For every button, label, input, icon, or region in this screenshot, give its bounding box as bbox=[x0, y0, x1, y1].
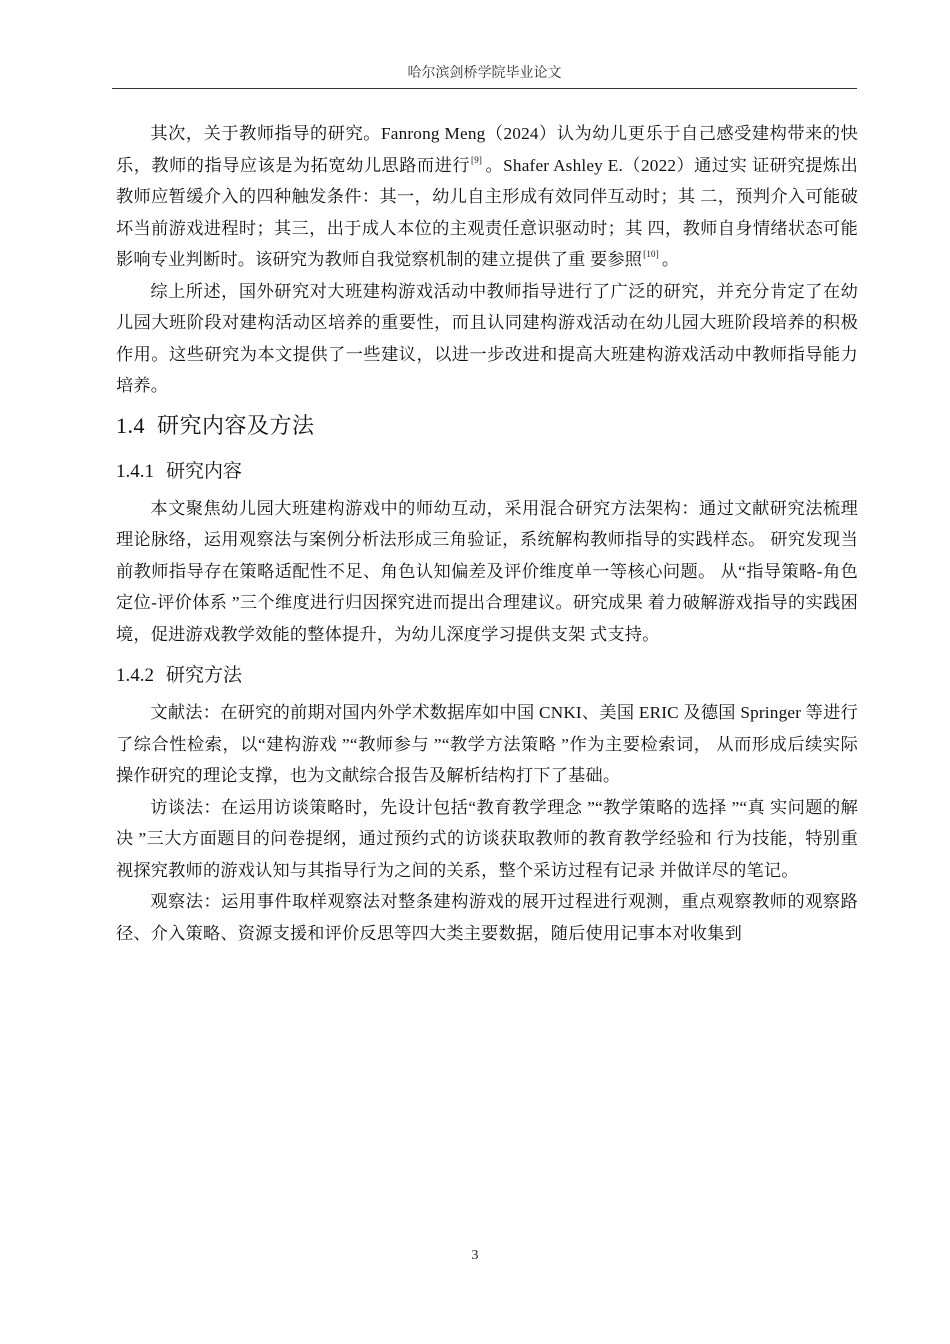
paragraph-text: 其次，关于教师指导的研究。Fanrong Meng（2024）认为幼儿更乐于自己感受建构带来的快乐，教师的指导应该是为拓宽幼儿思路而进行 bbox=[116, 124, 858, 175]
section-number: 1.4 bbox=[116, 412, 145, 438]
subsection-number: 1.4.1 bbox=[116, 460, 154, 482]
subsection-title: 研究方法 bbox=[166, 664, 243, 686]
subsection-number: 1.4.2 bbox=[116, 665, 154, 686]
section-heading-1-4 bbox=[116, 407, 858, 446]
subsection-title: 研究内容 bbox=[166, 459, 243, 482]
page-body bbox=[116, 118, 858, 949]
paragraph-text: 。Shafer Ashley E.（2022）通过实 证研究提炼出教师应暂缓介入的四种触发条件：其一，幼儿自主形成有效同伴互动时；其 二，预判介入可能破坏当前游戏进程时；其三，出于成人本位的主观责任意识驱动时；其 四，教师自身情绪状态可能影响专业判断时。该研究为教师自我觉察机制的建立提供了重 要参照 bbox=[116, 155, 858, 269]
page-header: 哈尔滨剑桥学院毕业论文 bbox=[112, 64, 857, 89]
paragraph-summary: 综上所述，国外研究对大班建构游戏活动中教师指导进行了广泛的研究，并充分肯定了在幼儿园大班阶段对建构活动区培养的重要性，而且认同建构游戏活动在幼儿园大班阶段培养的积极作用。这些研究为本文提供了一些建议，以进一步改进和提高大班建构游戏活动中教师指导能力培养。 bbox=[116, 281, 858, 395]
page-number: 3 bbox=[471, 1248, 479, 1263]
citation-9: [9] bbox=[471, 154, 483, 165]
subsection-heading-1-4-2 bbox=[116, 658, 858, 693]
section-title: 研究内容及方法 bbox=[157, 413, 315, 439]
paragraph-literature-method: 文献法：在研究的前期对国内外学术数据库如中国 CNKI、美国 ERIC 及德国 Springer 等进行了综合性检索，以“建构游戏 ”“教师参与 ”“教学方法策略 ”作为主要检索词， 从而形成后续实际操作研究的理论支撑，也为文献综合报告及解析结构打下了基础。 bbox=[116, 703, 858, 785]
paragraph-observation-method: 观察法：运用事件取样观察法对整条建构游戏的展开过程进行观测，重点观察教师的观察路径、介入策略、资源支援和评价反思等四大类主要数据，随后使用记事本对收集到 bbox=[116, 892, 858, 943]
paragraph-interview-method: 访谈法：在运用访谈策略时，先设计包括“教育教学理念 ”“教学策略的选择 ”“真 实问题的解决 ”三大方面题目的问卷提纲，通过预约式的访谈获取教师的教育教学经验和 行为技能，特别重视探究教师的游戏认知与其指导行为之间的关系，整个采访过程有记录 并做详尽的笔记。 bbox=[116, 797, 858, 880]
citation-10: [10] bbox=[643, 249, 659, 259]
subsection-heading-1-4-1 bbox=[116, 454, 858, 489]
paragraph-research-content: 本文聚焦幼儿园大班建构游戏中的师幼互动，采用混合研究方法架构：通过文献研究法梳理理论脉络，运用观察法与案例分析法形成三角验证，系统解构教师指导的实践样态。 研究发现当前教师指导存在策略适配性不足、角色认知偏差及评价维度单一等核心问题。 从“指导策略-角色定位-评价体系 ”三个维度进行归因探究进而提出合理建议。研究成果 着力破解游戏指导的实践困境，促进游戏教学效能的整体提升，为幼儿深度学习提供支架 式支持。 bbox=[116, 498, 858, 644]
paragraph-teacher-guidance bbox=[116, 118, 858, 276]
paragraph-text: 。 bbox=[661, 250, 680, 269]
